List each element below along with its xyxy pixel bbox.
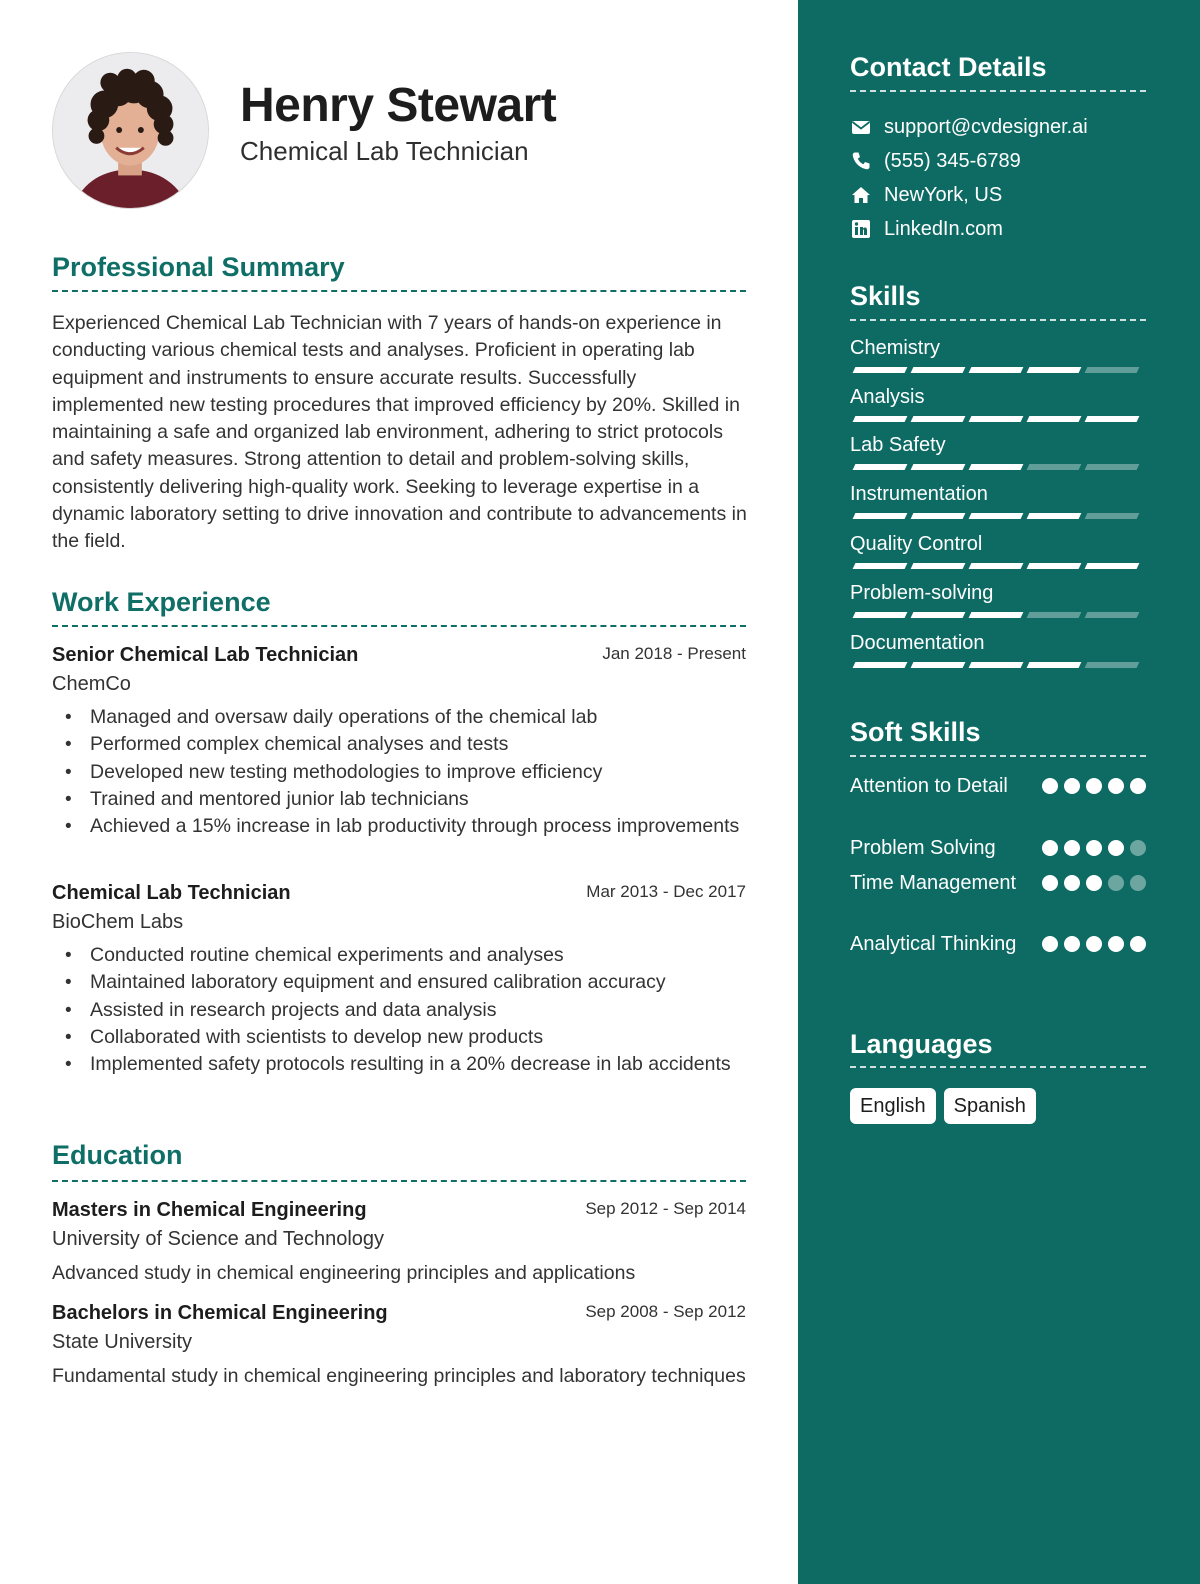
- envelope-icon: [850, 116, 872, 138]
- summary-divider: [52, 290, 746, 292]
- rating-dot-empty: [1130, 875, 1146, 891]
- rating-dot-filled: [1130, 936, 1146, 952]
- contact-linkedin[interactable]: [850, 216, 1003, 242]
- rating-dot-filled: [1042, 936, 1058, 952]
- contact-email[interactable]: [850, 114, 1088, 140]
- language-tag: Spanish: [944, 1088, 1036, 1124]
- skill-level-segment-filled: [911, 563, 966, 569]
- skill-level-segment-filled: [853, 416, 908, 422]
- skill-level-bar: [850, 612, 1146, 618]
- education-heading: Education: [52, 1140, 183, 1170]
- skill-level-segment-filled: [1027, 367, 1082, 373]
- skill-level-segment-filled: [969, 513, 1024, 519]
- skill-level-segment-filled: [911, 367, 966, 373]
- job-company: ChemCo: [52, 673, 131, 695]
- job-bullet: • Conducted routine chemical experiments and analyses: [52, 942, 746, 969]
- rating-dot-filled: [1042, 778, 1058, 794]
- job-bullet: • Assisted in research projects and data analysis: [52, 997, 746, 1024]
- phone-icon: [850, 150, 872, 172]
- job-bullets: [52, 942, 746, 1078]
- job-date: Mar 2013 - Dec 2017: [586, 882, 746, 901]
- job-date: Jan 2018 - Present: [602, 644, 746, 663]
- skill-level-segment-filled: [969, 416, 1024, 422]
- skill-name: Documentation: [850, 632, 985, 654]
- rating-dot-filled: [1042, 875, 1058, 891]
- school-name: State University: [52, 1331, 193, 1353]
- soft-skill-rating: [1042, 778, 1146, 794]
- rating-dot-filled: [1064, 936, 1080, 952]
- skill-level-segment-filled: [853, 662, 908, 668]
- skill-level-segment-filled: [853, 563, 908, 569]
- skill-item: [850, 434, 1146, 457]
- languages-list: [850, 1088, 1036, 1124]
- sidebar: [798, 0, 1200, 1584]
- job-bullet: • Collaborated with scientists to develop new products: [52, 1024, 746, 1051]
- job-bullet: • Developed new testing methodologies to improve efficiency: [52, 759, 746, 786]
- rating-dot-filled: [1130, 778, 1146, 794]
- soft-skill-rating: [1042, 840, 1146, 856]
- contact-email-text: support@cvdesigner.ai: [884, 115, 1088, 138]
- summary-heading: Professional Summary: [52, 252, 345, 282]
- skill-level-bar: [850, 464, 1146, 470]
- skill-level-segment-empty: [1085, 662, 1140, 668]
- linkedin-icon: [850, 218, 872, 240]
- contact-heading: Contact Details: [850, 52, 1047, 82]
- skill-level-segment-filled: [1085, 563, 1140, 569]
- contact-phone-text: (555) 345-6789: [884, 149, 1021, 172]
- soft-skill-item: [850, 869, 1146, 897]
- skill-level-segment-filled: [911, 513, 966, 519]
- skill-level-segment-empty: [1027, 464, 1082, 470]
- skill-item: [850, 582, 1146, 605]
- soft-skill-name: Time Management: [850, 872, 1016, 894]
- job-title: Senior Chemical Lab Technician: [52, 644, 359, 666]
- rating-dot-filled: [1108, 778, 1124, 794]
- job-bullet: • Achieved a 15% increase in lab productivity through process improvements: [52, 813, 746, 840]
- skill-level-segment-filled: [853, 513, 908, 519]
- skill-level-segment-filled: [911, 464, 966, 470]
- soft-skill-item: [850, 772, 1146, 800]
- rating-dot-filled: [1086, 778, 1102, 794]
- rating-dot-filled: [1086, 875, 1102, 891]
- contact-divider: [850, 90, 1146, 92]
- candidate-name: Henry Stewart: [240, 79, 557, 132]
- skill-level-bar: [850, 513, 1146, 519]
- rating-dot-empty: [1130, 840, 1146, 856]
- job-bullet: • Trained and mentored junior lab technicians: [52, 786, 746, 813]
- skill-level-segment-filled: [853, 367, 908, 373]
- skill-level-segment-filled: [1027, 416, 1082, 422]
- rating-dot-empty: [1108, 875, 1124, 891]
- soft-skill-item: [850, 834, 1146, 862]
- summary-text: Experienced Chemical Lab Technician with 7 years of hands-on experience in conducting various chemical tests and analyses. Proficient in operating lab equipment and instruments to ensure accurate results. Successfully implemented new testing procedures that improved efficiency by 20%. Skilled in maintaining a safe and organized lab environment, adhering to strict protocols and safety measures. Strong attention to detail and problem-solving skills, consistently delivering high-quality work. Seeking to leverage expertise in a dynamic laboratory setting to drive innovation and contribute to advancements in the field.: [52, 312, 747, 553]
- rating-dot-filled: [1042, 840, 1058, 856]
- job-bullet: • Maintained laboratory equipment and ensured calibration accuracy: [52, 969, 746, 996]
- degree-title: Bachelors in Chemical Engineering: [52, 1302, 388, 1324]
- skill-level-segment-filled: [969, 662, 1024, 668]
- language-tag: English: [850, 1088, 936, 1124]
- rating-dot-filled: [1086, 936, 1102, 952]
- contact-linkedin-text: LinkedIn.com: [884, 217, 1003, 240]
- soft-skills-divider: [850, 755, 1146, 757]
- skill-level-segment-empty: [1085, 464, 1140, 470]
- skill-level-segment-filled: [911, 416, 966, 422]
- skill-name: Chemistry: [850, 337, 941, 359]
- experience-heading: Work Experience: [52, 587, 271, 617]
- contact-location-text: NewYork, US: [884, 183, 1003, 206]
- skill-level-segment-filled: [853, 612, 908, 618]
- skill-level-segment-empty: [1027, 612, 1082, 618]
- skill-level-segment-filled: [969, 464, 1024, 470]
- skill-level-segment-filled: [1027, 513, 1082, 519]
- experience-divider: [52, 625, 746, 627]
- rating-dot-filled: [1064, 778, 1080, 794]
- job-bullet: • Managed and oversaw daily operations of the chemical lab: [52, 704, 746, 731]
- rating-dot-filled: [1086, 840, 1102, 856]
- skill-level-segment-filled: [911, 612, 966, 618]
- candidate-role: Chemical Lab Technician: [240, 136, 529, 166]
- skill-name: Analysis: [850, 386, 925, 408]
- rating-dot-filled: [1064, 875, 1080, 891]
- job-entry: [52, 882, 746, 1078]
- skill-level-segment-empty: [1085, 513, 1140, 519]
- soft-skill-item: [850, 930, 1146, 958]
- soft-skill-rating: [1042, 936, 1146, 952]
- skill-level-segment-filled: [1027, 563, 1082, 569]
- education-divider: [52, 1180, 746, 1182]
- education-entry: [52, 1302, 746, 1390]
- soft-skills-heading: Soft Skills: [850, 717, 981, 747]
- job-bullet: • Performed complex chemical analyses and tests: [52, 731, 746, 758]
- skill-level-segment-empty: [1085, 367, 1140, 373]
- education-date: Sep 2012 - Sep 2014: [585, 1199, 746, 1218]
- education-date: Sep 2008 - Sep 2012: [585, 1302, 746, 1321]
- soft-skill-name: Analytical Thinking: [850, 933, 1017, 955]
- home-icon: [850, 184, 872, 206]
- skill-level-bar: [850, 662, 1146, 668]
- job-company: BioChem Labs: [52, 911, 184, 933]
- soft-skill-name: Attention to Detail: [850, 775, 1008, 797]
- skill-name: Problem-solving: [850, 582, 994, 604]
- skill-item: [850, 337, 1146, 360]
- skill-level-bar: [850, 367, 1146, 373]
- skill-item: [850, 632, 1146, 655]
- languages-heading: Languages: [850, 1029, 993, 1059]
- job-bullets: [52, 704, 746, 840]
- skill-level-segment-filled: [853, 464, 908, 470]
- skill-name: Lab Safety: [850, 434, 946, 456]
- skills-divider: [850, 319, 1146, 321]
- skill-name: Quality Control: [850, 533, 983, 555]
- skill-level-segment-empty: [1085, 612, 1140, 618]
- contact-phone[interactable]: [850, 148, 1021, 174]
- skill-level-bar: [850, 416, 1146, 422]
- profile-photo-illustration: [53, 53, 208, 208]
- rating-dot-filled: [1064, 840, 1080, 856]
- skill-level-bar: [850, 563, 1146, 569]
- skill-item: [850, 533, 1146, 556]
- skill-item: [850, 483, 1146, 506]
- contact-location: [850, 182, 1002, 208]
- avatar: [52, 52, 209, 209]
- skill-level-segment-filled: [969, 367, 1024, 373]
- skills-heading: Skills: [850, 281, 921, 311]
- soft-skill-rating: [1042, 875, 1146, 891]
- skill-level-segment-filled: [969, 563, 1024, 569]
- languages-divider: [850, 1066, 1146, 1068]
- degree-title: Masters in Chemical Engineering: [52, 1199, 367, 1221]
- job-entry: [52, 644, 746, 840]
- job-bullet: • Implemented safety protocols resulting in a 20% decrease in lab accidents: [52, 1051, 746, 1078]
- skill-level-segment-filled: [1085, 416, 1140, 422]
- skill-item: [850, 386, 1146, 409]
- skill-level-segment-filled: [911, 662, 966, 668]
- school-name: University of Science and Technology: [52, 1228, 385, 1250]
- job-title: Chemical Lab Technician: [52, 882, 291, 904]
- education-description: Advanced study in chemical engineering principles and applications: [52, 1262, 636, 1284]
- soft-skill-name: Problem Solving: [850, 837, 996, 859]
- skill-level-segment-filled: [969, 612, 1024, 618]
- education-entry: [52, 1199, 746, 1287]
- skill-name: Instrumentation: [850, 483, 988, 505]
- skill-level-segment-filled: [1027, 662, 1082, 668]
- education-description: Fundamental study in chemical engineering principles and laboratory techniques: [52, 1365, 746, 1387]
- rating-dot-filled: [1108, 840, 1124, 856]
- rating-dot-filled: [1108, 936, 1124, 952]
